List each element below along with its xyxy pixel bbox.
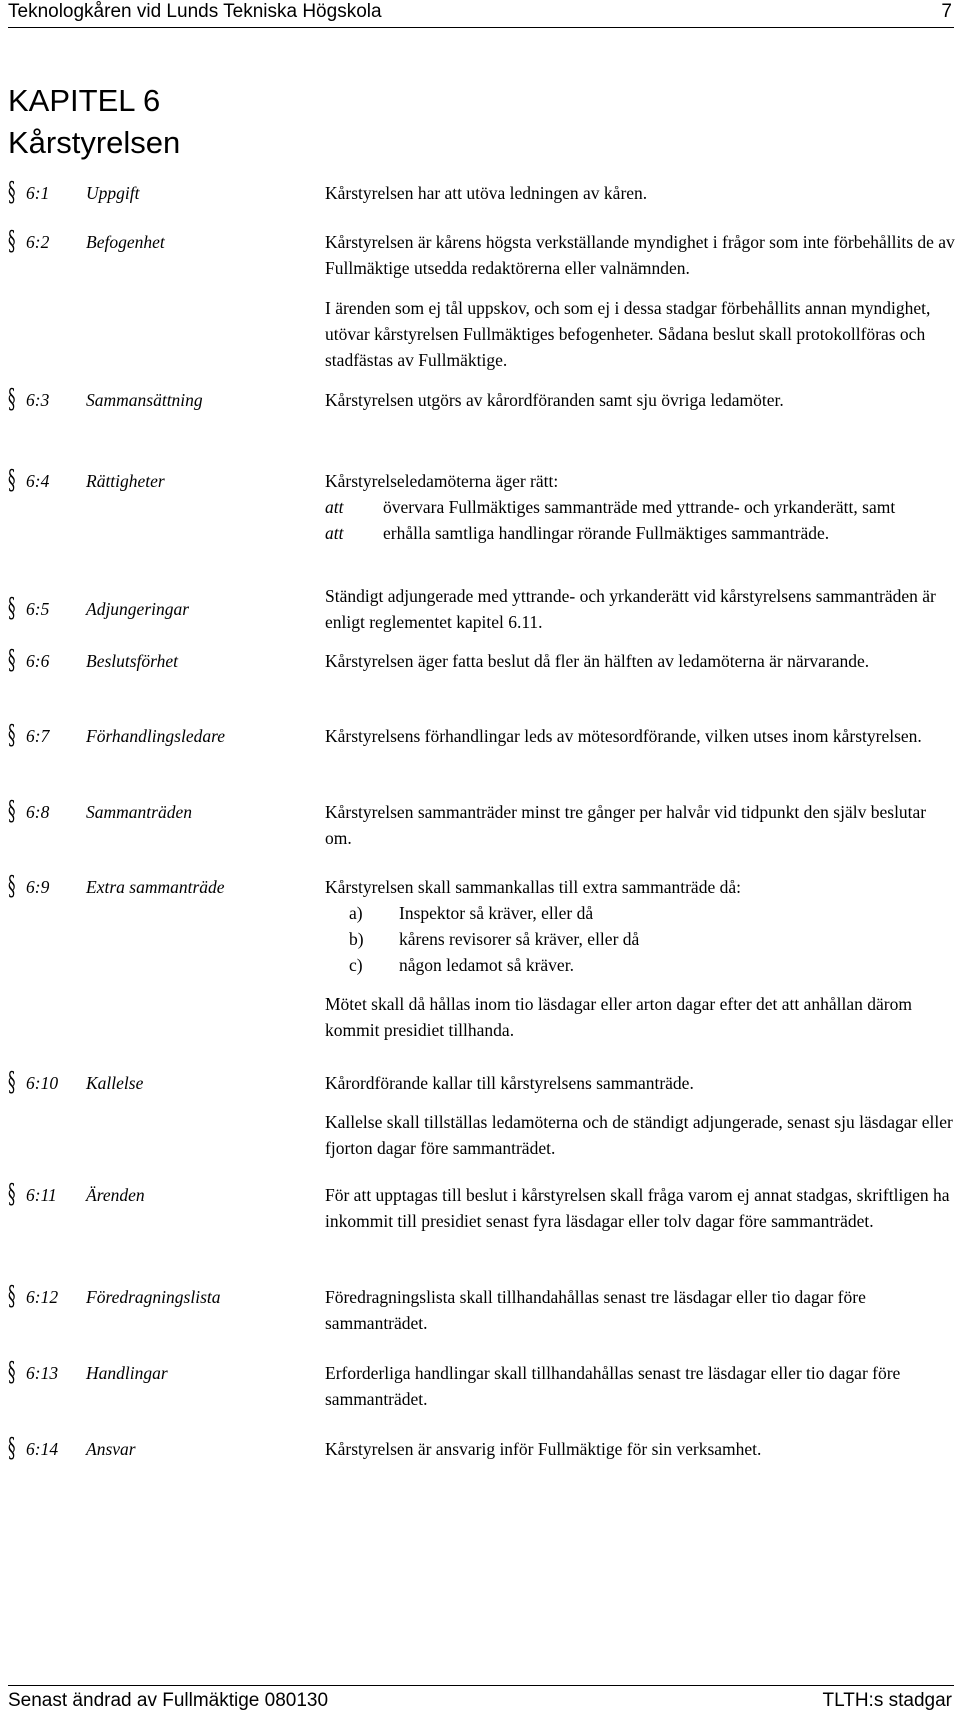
- section-title: Kallelse: [86, 1073, 144, 1093]
- section-number: 6:8: [26, 802, 50, 822]
- section-number: 6:2: [26, 232, 50, 252]
- section-number: 6:10: [26, 1073, 59, 1093]
- header-organization: Teknologkåren vid Lunds Tekniska Högskola: [8, 1, 382, 22]
- section-title: Adjungeringar: [86, 599, 190, 619]
- item-text: övervara Fullmäktiges sammanträde med yttrande- och yrkanderätt, samt: [383, 497, 896, 517]
- chapter-heading: [8, 80, 180, 164]
- section-symbol-icon: §: [8, 177, 16, 208]
- section-body: [325, 1070, 955, 1161]
- section-title: Extra sammanträde: [86, 877, 225, 897]
- chapter-number: KAPITEL 6: [8, 83, 161, 118]
- list-item: [325, 900, 955, 926]
- section-number: 6:7: [26, 726, 50, 746]
- section-text: Kallelse skall tillställas ledamöterna och de ständigt adjungerade, senast sju läsdagar eller fjorton dagar före sammanträdet.: [325, 1112, 953, 1158]
- section-title: Föredragningslista: [86, 1287, 221, 1307]
- section-title: Ansvar: [86, 1439, 136, 1459]
- section-text: Kårstyrelsen är ansvarig inför Fullmäktige för sin verksamhet.: [325, 1439, 762, 1459]
- section-text: Ständigt adjungerade med yttrande- och yrkanderätt vid kårstyrelsens sammanträden är enligt reglementet kapitel 6.11.: [325, 586, 936, 632]
- section-title: Handlingar: [86, 1363, 168, 1383]
- section-symbol-icon: §: [8, 871, 16, 902]
- section-body: [325, 648, 955, 674]
- chapter-title: Kårstyrelsen: [8, 125, 181, 160]
- section-symbol-icon: §: [8, 1357, 16, 1388]
- section-number: 6:11: [26, 1185, 57, 1205]
- list-item: [325, 926, 955, 952]
- section-text: För att upptagas till beslut i kårstyrelsen skall fråga varom ej annat stadgas, skriftligen ha inkommit till presidiet senast fyra läsdagar eller tolv dagar före sammanträdet.: [325, 1185, 950, 1231]
- section-text: Kårstyrelseledamöterna äger rätt:: [325, 471, 559, 491]
- section-body: [325, 468, 955, 546]
- item-label: b): [349, 929, 364, 949]
- section-number: 6:3: [26, 390, 50, 410]
- section-symbol-icon: §: [8, 720, 16, 751]
- item-text: erhålla samtliga handlingar rörande Fullmäktiges sammanträde.: [383, 523, 830, 543]
- item-label: c): [349, 955, 363, 975]
- item-label: att: [325, 497, 344, 517]
- section-text: Kårstyrelsen äger fatta beslut då fler än hälften av ledamöterna är närvarande.: [325, 651, 870, 671]
- section-symbol-icon: §: [8, 465, 16, 496]
- section-number: 6:1: [26, 183, 50, 203]
- section-number: 6:4: [26, 471, 50, 491]
- item-text: någon ledamot så kräver.: [399, 955, 574, 975]
- section-text: Erforderliga handlingar skall tillhandahållas senast tre läsdagar eller tio dagar före sammanträdet.: [325, 1363, 901, 1409]
- section-title: Uppgift: [86, 183, 140, 203]
- section-symbol-icon: §: [8, 1433, 16, 1464]
- section-title: Beslutsförhet: [86, 651, 179, 671]
- section-symbol-icon: §: [8, 226, 16, 257]
- item-text: Inspektor så kräver, eller då: [399, 903, 594, 923]
- section-title: Rättigheter: [86, 471, 165, 491]
- section-symbol-icon: §: [8, 1179, 16, 1210]
- page-number: 7: [941, 1, 952, 22]
- section-body: [325, 583, 955, 635]
- section-text: Kårstyrelsen är kårens högsta verkställande myndighet i frågor som inte förbehållits de av Fullmäktige utsedda redaktörerna eller valnämnden.: [325, 232, 955, 278]
- section-text: Mötet skall då hållas inom tio läsdagar eller arton dagar efter det att anhållan därom kommit presidiet tillhanda.: [325, 994, 913, 1040]
- section-title: Ärenden: [86, 1185, 145, 1205]
- section-body: [325, 799, 955, 851]
- list-item: [325, 952, 955, 978]
- section-body: [325, 1284, 955, 1336]
- section-text: Kårstyrelsen sammanträder minst tre gånger per halvår vid tidpunkt den själv beslutar om.: [325, 802, 927, 848]
- section-text: I ärenden som ej tål uppskov, och som ej i dessa stadgar förbehållits annan myndighet, utövar kårstyrelsen Fullmäktiges befogenheter. Sådana beslut skall protokollföras och stadfästas av Fullmäktige.: [325, 298, 931, 370]
- section-body: [325, 1436, 955, 1462]
- section-title: Sammanträden: [86, 802, 192, 822]
- section-title: Förhandlingsledare: [86, 726, 226, 746]
- section-number: 6:12: [26, 1287, 59, 1307]
- section-number: 6:9: [26, 877, 50, 897]
- section-symbol-icon: §: [8, 796, 16, 827]
- page-header: [8, 0, 954, 28]
- section-symbol-icon: §: [8, 593, 16, 624]
- section-number: 6:14: [26, 1439, 59, 1459]
- footer-document-name: TLTH:s stadgar: [822, 1690, 952, 1711]
- section-symbol-icon: §: [8, 645, 16, 676]
- section-body: [325, 387, 955, 413]
- section-title: Befogenhet: [86, 232, 165, 252]
- item-text: kårens revisorer så kräver, eller då: [399, 929, 640, 949]
- section-number: 6:13: [26, 1363, 59, 1383]
- section-text: Kårstyrelsens förhandlingar leds av mötesordförande, vilken utses inom kårstyrelsen.: [325, 726, 922, 746]
- section-text: Kårstyrelsen skall sammankallas till extra sammanträde då:: [325, 877, 741, 897]
- section-body: [325, 180, 955, 206]
- section-number: 6:6: [26, 651, 50, 671]
- section-text: Kårordförande kallar till kårstyrelsens sammanträde.: [325, 1073, 694, 1093]
- section-number: 6:5: [26, 599, 50, 619]
- page-footer: [8, 1685, 954, 1716]
- list-item: [325, 520, 955, 546]
- section-title: Sammansättning: [86, 390, 203, 410]
- footer-revision: Senast ändrad av Fullmäktige 080130: [8, 1690, 329, 1711]
- section-text: Kårstyrelsen har att utöva ledningen av kåren.: [325, 183, 648, 203]
- section-symbol-icon: §: [8, 384, 16, 415]
- section-body: [325, 874, 955, 1043]
- section-text: Kårstyrelsen utgörs av kårordföranden samt sju övriga ledamöter.: [325, 390, 784, 410]
- section-body: [325, 723, 955, 749]
- section-symbol-icon: §: [8, 1281, 16, 1312]
- section-body: [325, 1182, 955, 1234]
- section-body: [325, 1360, 955, 1412]
- section-text: Föredragningslista skall tillhandahållas senast tre läsdagar eller tio dagar före sammanträdet.: [325, 1287, 866, 1333]
- item-label: att: [325, 523, 344, 543]
- list-item: [325, 494, 955, 520]
- section-body: [325, 229, 955, 373]
- item-label: a): [349, 903, 363, 923]
- section-symbol-icon: §: [8, 1067, 16, 1098]
